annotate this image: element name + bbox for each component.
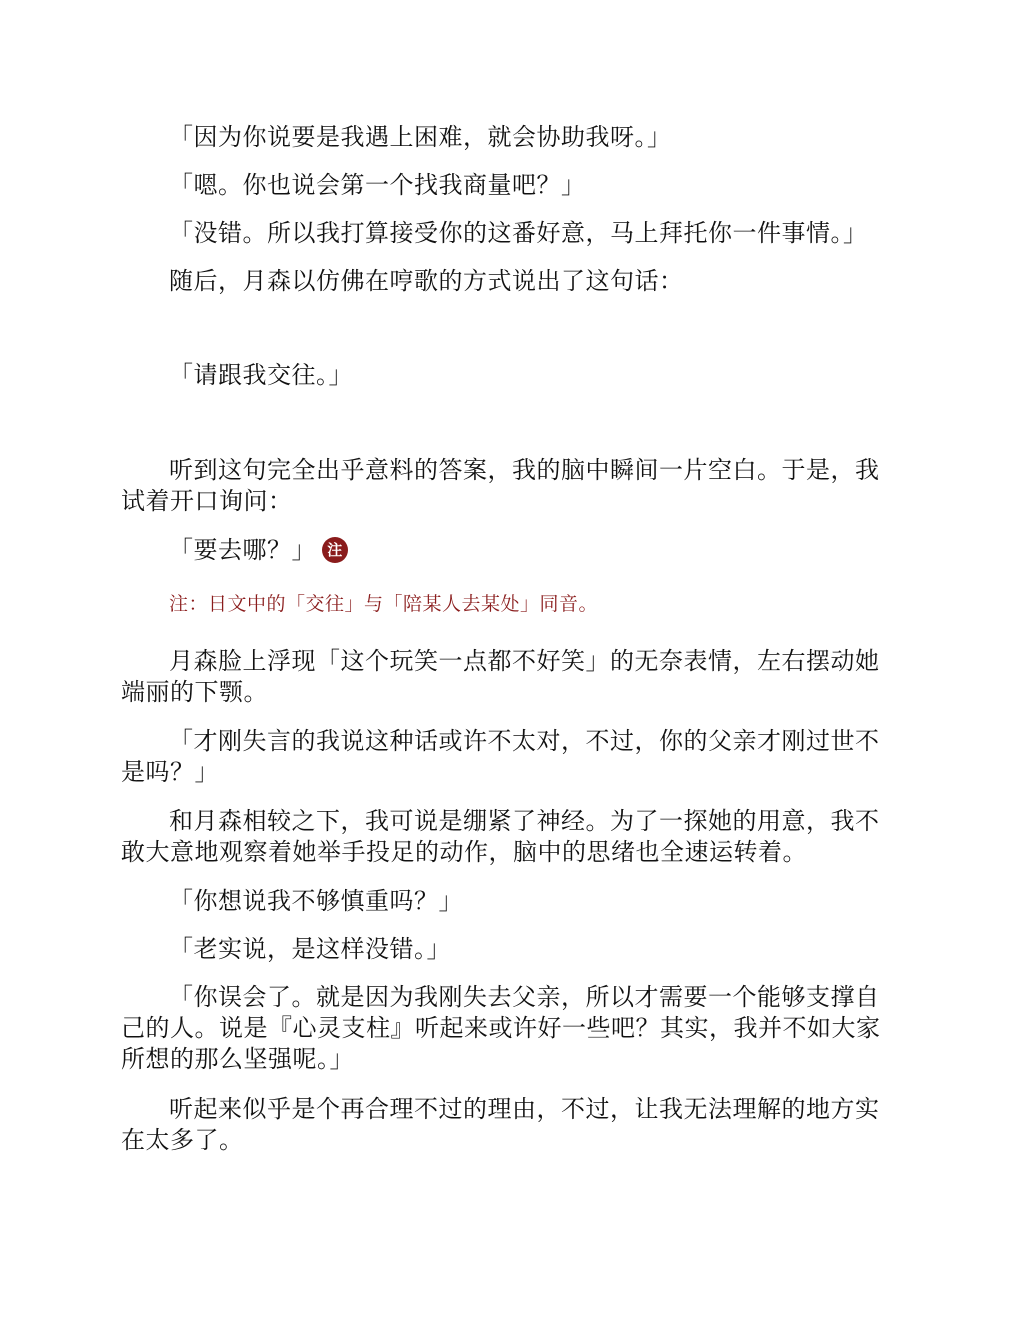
paragraph-13: 「你误会了。就是因为我刚失去父亲，所以才需要一个能够支撑自己的人。说是『心灵支柱』听起来或许好一些吧？其实，我并不如大家所想的那么坚强呢。」 bbox=[121, 983, 881, 1073]
paragraph-12: 「老实说，是这样没错。」 bbox=[169, 935, 451, 963]
footnote-text: 注：日文中的「交往」与「陪某人去某处」同音。 bbox=[169, 593, 599, 615]
paragraph-8: 月森脸上浮现「这个玩笑一点都不好笑」的无奈表情，左右摆动她端丽的下颚。 bbox=[121, 647, 880, 706]
paragraph-7-text: 「要去哪？」 bbox=[169, 536, 316, 564]
paragraph-4: 随后，月森以仿佛在哼歌的方式说出了这句话： bbox=[169, 267, 684, 295]
paragraph-9: 「才刚失言的我说这种话或许不太对，不过，你的父亲才刚过世不是吗？」 bbox=[121, 727, 880, 786]
paragraph-7-with-note bbox=[121, 535, 896, 566]
paragraph-3: 「没错。所以我打算接受你的这番好意，马上拜托你一件事情。」 bbox=[169, 219, 868, 247]
paragraph-10: 和月森相较之下，我可说是绷紧了神经。为了一探她的用意，我不敢大意地观察着她举手投足的动作，脑中的思绪也全速运转着。 bbox=[121, 807, 880, 866]
paragraph-14: 听起来似乎是个再合理不过的理由，不过，让我无法理解的地方实在太多了。 bbox=[121, 1095, 880, 1154]
paragraph-2: 「嗯。你也说会第一个找我商量吧？」 bbox=[169, 171, 586, 199]
paragraph-6: 听到这句完全出乎意料的答案，我的脑中瞬间一片空白。于是，我试着开口询问： bbox=[121, 456, 880, 515]
paragraph-5: 「请跟我交往。」 bbox=[169, 361, 353, 389]
paragraph-1: 「因为你说要是我遇上困难，就会协助我呀。」 bbox=[169, 123, 672, 151]
paragraph-11: 「你想说我不够慎重吗？」 bbox=[169, 887, 463, 915]
footnote-marker-icon[interactable]: 注 bbox=[322, 537, 348, 563]
